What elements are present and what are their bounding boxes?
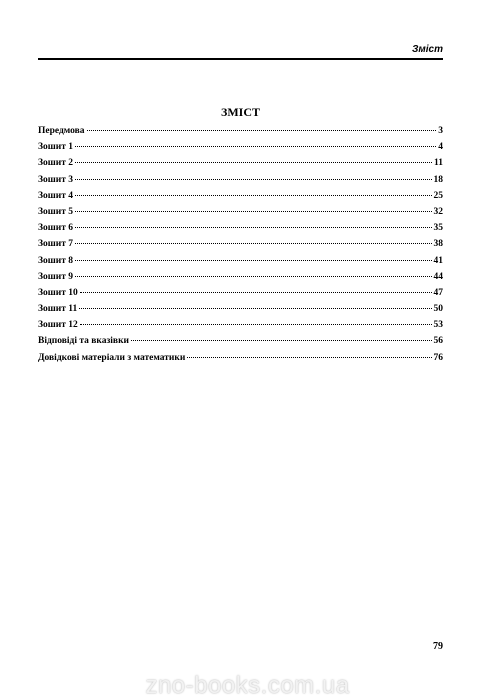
toc-entry-page: 44 (433, 271, 443, 282)
toc-dot-leader (87, 130, 437, 131)
toc-dot-leader (80, 324, 432, 325)
toc-entry-label: Зошит 2 (38, 158, 74, 169)
toc-entry (38, 301, 443, 317)
toc-entry-page: 4 (438, 142, 443, 153)
toc-entry-page: 11 (434, 158, 443, 169)
toc-entry-page: 35 (433, 223, 443, 234)
page-number: 79 (433, 641, 443, 652)
toc-entry-page: 18 (433, 174, 443, 185)
toc-entry-label: Зошит 11 (38, 304, 78, 315)
toc-entry (38, 333, 443, 349)
toc-entry-label: Зошит 10 (38, 287, 78, 298)
toc-entry-label: Зошит 8 (38, 255, 74, 266)
toc-entry-label: Довідкові матеріали з математики (38, 352, 186, 363)
toc-entry (38, 172, 443, 188)
toc-entry (38, 317, 443, 333)
toc-dot-leader (75, 260, 431, 261)
toc-entry (38, 350, 443, 366)
header-rule (38, 58, 443, 60)
toc-entry (38, 139, 443, 155)
toc-entry-page: 47 (433, 287, 443, 298)
toc-dot-leader (75, 146, 436, 147)
toc-entry-label: Зошит 6 (38, 223, 74, 234)
toc-entry (38, 285, 443, 301)
toc-entry (38, 155, 443, 171)
toc-dot-leader (75, 211, 431, 212)
toc-entry-page: 25 (433, 190, 443, 201)
toc-dot-leader (75, 243, 431, 244)
toc-entry-page: 56 (433, 336, 443, 347)
running-head-title: Зміст (411, 44, 443, 55)
toc-entry-label: Зошит 3 (38, 174, 74, 185)
toc-dot-leader (75, 195, 431, 196)
toc-entry-label: Зошит 9 (38, 271, 74, 282)
toc-entry-label: Зошит 12 (38, 320, 78, 331)
toc-entry-page: 32 (433, 206, 443, 217)
toc-dot-leader (187, 357, 431, 358)
toc-entry (38, 220, 443, 236)
toc-dot-leader (75, 227, 431, 228)
toc-entry (38, 204, 443, 220)
toc-entry-label: Зошит 1 (38, 142, 74, 153)
toc-entry-label: Відповіді та вказівки (38, 336, 130, 347)
toc-entry-page: 76 (433, 352, 443, 363)
toc-entry-label: Передмова (38, 126, 85, 136)
watermark: zno-books.com.ua (145, 672, 350, 699)
toc-entry-page: 3 (438, 126, 443, 136)
toc-entry-page: 41 (433, 255, 443, 266)
toc-entry (38, 123, 443, 139)
toc-entry-label: Зошит 5 (38, 206, 74, 217)
toc-dot-leader (75, 162, 432, 163)
toc-entry (38, 253, 443, 269)
toc-entry-page: 50 (433, 304, 443, 315)
toc-list (38, 123, 443, 366)
toc-entry (38, 236, 443, 252)
toc-entry (38, 269, 443, 285)
toc-entry-label: Зошит 4 (38, 190, 74, 201)
toc-dot-leader (80, 292, 432, 293)
toc-dot-leader (75, 276, 431, 277)
toc-dot-leader (131, 340, 431, 341)
toc-title: ЗМІСТ (221, 105, 260, 119)
toc-dot-leader (75, 179, 431, 180)
toc-entry-page: 53 (433, 320, 443, 331)
toc-dot-leader (79, 308, 431, 309)
toc-entry-label: Зошит 7 (38, 239, 74, 250)
toc-entry (38, 188, 443, 204)
toc-entry-page: 38 (433, 239, 443, 250)
